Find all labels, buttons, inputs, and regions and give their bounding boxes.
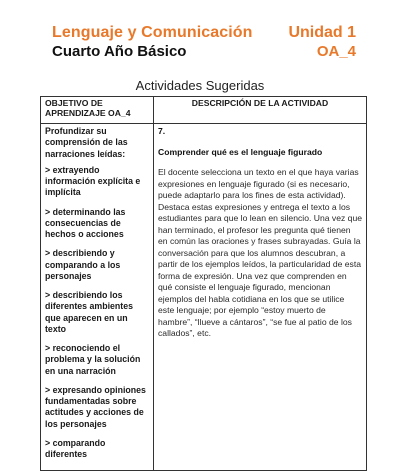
objective-item: > describiendo y comparando a los personajes: [45, 248, 121, 281]
activity-number: 7.: [158, 126, 166, 136]
section-title: Actividades Sugeridas: [135, 78, 265, 93]
objective-item: > determinando las consecuencias de hechos o acciones: [45, 206, 126, 239]
subject-title: Lenguaje y Comunicación: [52, 24, 253, 41]
objective-item: > comparando diferentes: [45, 437, 106, 459]
activities-table: [40, 96, 367, 471]
objective-item: > extrayendo información explícita e implícita: [45, 164, 141, 198]
activity-cell: [154, 124, 367, 471]
objective-intro: Profundizar su comprensión de las narraciones leídas:: [45, 126, 128, 159]
table-row: [41, 124, 367, 471]
objective-item: > reconociendo el problema y la solución en una narración: [45, 343, 141, 376]
unit-label: Unidad 1: [288, 24, 356, 41]
document-header: [52, 24, 356, 60]
objectives-cell: [41, 124, 154, 471]
objective-item: > expresando opiniones fundamentadas sobre actitudes y acciones de los personajes: [45, 384, 146, 429]
header-row-top: [52, 24, 356, 42]
oa-label: OA_4: [316, 43, 356, 60]
grade-label: Cuarto Año Básico: [52, 43, 187, 60]
objective-column-header: OBJETIVO DE APRENDIZAJE OA_4: [41, 97, 154, 124]
objective-item: > describiendo los diferentes ambientes que aparecen en un texto: [45, 290, 133, 334]
header-row-bottom: [52, 42, 356, 60]
activity-title: Comprender qué es el lenguaje figurado: [158, 146, 323, 157]
description-column-header: DESCRIPCIÓN DE LA ACTIVIDAD: [154, 97, 367, 124]
table-header-row: [41, 97, 367, 124]
activity-description: El docente selecciona un texto en el que haya varias expresiones en lenguaje figurado (si es necesario, puede adaptarlo para los fines de esta actividad). Destaca estas expresiones y entrega el texto a los estudiantes para que lo lean en silencio. Una vez que han terminado, el profesor les pregunta qué tienen en común las oraciones y frases subrayadas. Guía la conversación para que los alumnos descubran, a partir de los ejemplos leídos, la particularidad de esta forma de expresión. Una vez que comprenden en qué consiste el lenguaje figurado, mencionan ejemplos del habla cotidiana en los que se utilice este lenguaje; por ejemplo “estoy muerto de hambre”, “llueve a cántaros”, “se fue al patio de los callados”, etc.: [158, 167, 363, 339]
